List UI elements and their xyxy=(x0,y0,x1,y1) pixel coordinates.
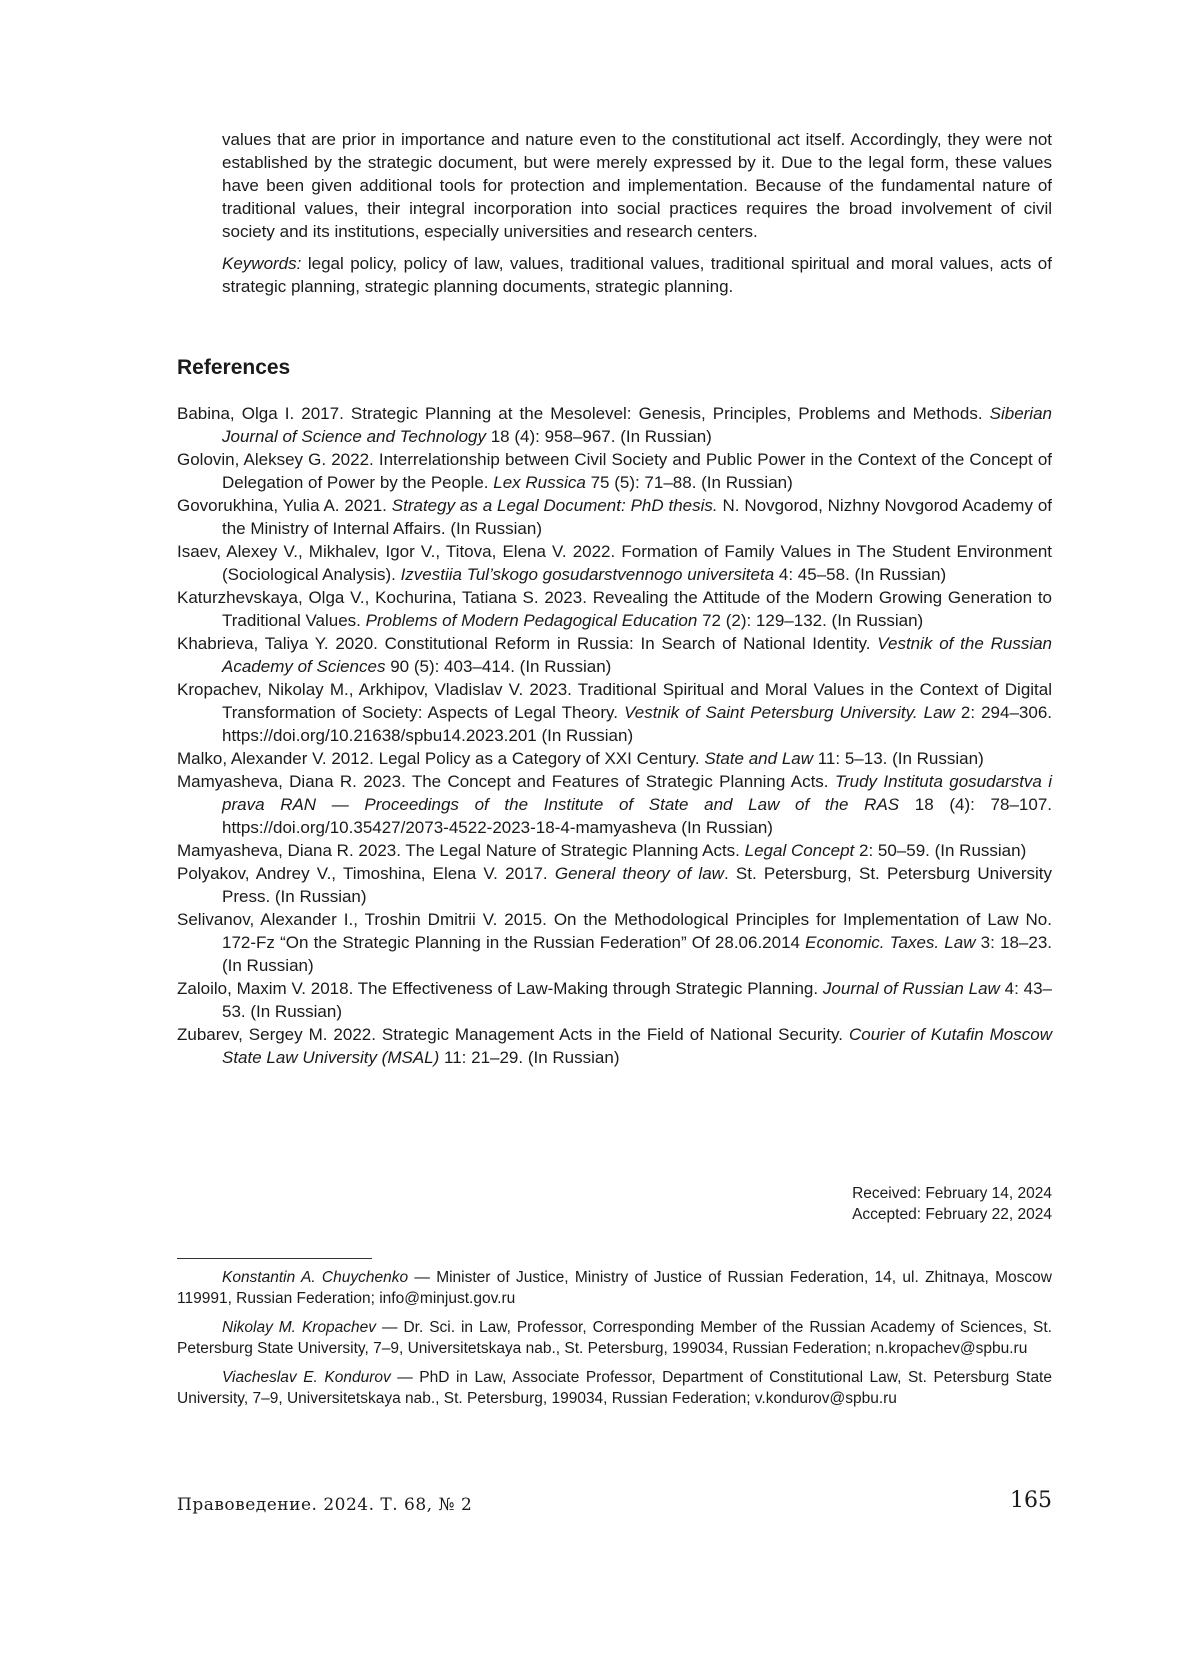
author-name: Nikolay M. Kropachev xyxy=(222,1319,376,1336)
reference-item: Govorukhina, Yulia A. 2021. Strategy as a Legal Document: PhD thesis. N. Novgorod, Nizhny Novgorod Academy of the Ministry of Internal Affairs. (In Russian) xyxy=(177,494,1052,540)
reference-item: Polyakov, Andrey V., Timoshina, Elena V. 2017. General theory of law. St. Petersburg, St. Petersburg University Press. (In Russian) xyxy=(177,862,1052,908)
reference-item: Golovin, Aleksey G. 2022. Interrelationship between Civil Society and Public Power in the Context of the Concept of Delegation of Power by the People. Lex Russica 75 (5): 71–88. (In Russian) xyxy=(177,448,1052,494)
author-name: Viacheslav E. Kondurov xyxy=(222,1369,391,1386)
received-date: Received: February 14, 2024 xyxy=(852,1183,1052,1204)
author-info: — Minister of Justice, Ministry of Justice of Russian Federation, 14, ul. Zhitnaya, Moscow 119991, Russian Federation; info@minjust.gov.ru xyxy=(177,1269,1052,1307)
author-info: — Dr. Sci. in Law, Professor, Corresponding Member of the Russian Academy of Sciences, St. Petersburg State University, 7–9, Universitetskaya nab., St. Petersburg, 199034, Russian Federation; n.kropachev@spbu.ru xyxy=(177,1319,1052,1357)
references-heading: References xyxy=(177,356,290,380)
accepted-date: Accepted: February 22, 2024 xyxy=(852,1204,1052,1225)
reference-item: Zaloilo, Maxim V. 2018. The Effectiveness of Law-Making through Strategic Planning. Journal of Russian Law 4: 43–53. (In Russian) xyxy=(177,977,1052,1023)
reference-item: Zubarev, Sergey M. 2022. Strategic Management Acts in the Field of National Security. Courier of Kutafin Moscow State Law University (MSAL) 11: 21–29. (In Russian) xyxy=(177,1023,1052,1069)
keywords-label: Keywords: xyxy=(222,254,301,273)
reference-item: Mamyasheva, Diana R. 2023. The Legal Nature of Strategic Planning Acts. Legal Concept 2: 50–59. (In Russian) xyxy=(177,839,1052,862)
reference-item: Malko, Alexander V. 2012. Legal Policy as a Category of XXI Century. State and Law 11: 5–13. (In Russian) xyxy=(177,747,1052,770)
references-list xyxy=(177,402,1052,1069)
reference-item: Katurzhevskaya, Olga V., Kochurina, Tatiana S. 2023. Revealing the Attitude of the Modern Growing Generation to Traditional Values. Problems of Modern Pedagogical Education 72 (2): 129–132. (In Russian) xyxy=(177,586,1052,632)
submission-dates xyxy=(852,1183,1052,1225)
reference-item: Mamyasheva, Diana R. 2023. The Concept and Features of Strategic Planning Acts. Trudy Instituta gosudarstva i prava RAN — Proceedings of the Institute of State and Law of the RAS 18 (4): 78–107. https://doi.org/10.35427/2073-4522-2023-18-4-mamyasheva (In Russian) xyxy=(177,770,1052,839)
author-name: Konstantin A. Chuychenko xyxy=(222,1269,408,1286)
footnote-divider xyxy=(177,1258,372,1259)
author-note xyxy=(177,1267,1052,1309)
reference-item: Kropachev, Nikolay M., Arkhipov, Vladislav V. 2023. Traditional Spiritual and Moral Values in the Context of Digital Transformation of Society: Aspects of Legal Theory. Vestnik of Saint Petersburg University. Law 2: 294–306. https://doi.org/10.21638/spbu14.2023.201 (In Russian) xyxy=(177,678,1052,747)
reference-item: Isaev, Alexey V., Mikhalev, Igor V., Titova, Elena V. 2022. Formation of Family Values in The Student Environment (Sociological Analysis). Izvestiia Tul’skogo gosudarstvennogo universiteta 4: 45–58. (In Russian) xyxy=(177,540,1052,586)
keywords-text: legal policy, policy of law, values, traditional values, traditional spiritual and moral values, acts of strategic planning, strategic planning documents, strategic planning. xyxy=(222,254,1052,296)
journal-citation: Правоведение. 2024. Т. 68, № 2 xyxy=(177,1495,472,1515)
page-number: 165 xyxy=(1010,1488,1052,1513)
page xyxy=(0,0,1200,1655)
author-notes xyxy=(177,1267,1052,1417)
abstract xyxy=(222,128,1052,307)
reference-item: Babina, Olga I. 2017. Strategic Planning at the Mesolevel: Genesis, Principles, Problems and Methods. Siberian Journal of Science and Technology 18 (4): 958–967. (In Russian) xyxy=(177,402,1052,448)
abstract-text: values that are prior in importance and nature even to the constitutional act itself. Accordingly, they were not established by the strategic document, but were merely expressed by it. Due to the legal form, these values have been given additional tools for protection and implementation. Because of the fundamental nature of traditional values, their integral incorporation into social practices requires the broad involvement of civil society and its institutions, especially universities and research centers. xyxy=(222,128,1052,243)
author-note xyxy=(177,1317,1052,1359)
reference-item: Khabrieva, Taliya Y. 2020. Constitutional Reform in Russia: In Search of National Identity. Vestnik of the Russian Academy of Sciences 90 (5): 403–414. (In Russian) xyxy=(177,632,1052,678)
reference-item: Selivanov, Alexander I., Troshin Dmitrii V. 2015. On the Methodological Principles for Implementation of Law No. 172-Fz “On the Strategic Planning in the Russian Federation” Of 28.06.2014 Economic. Taxes. Law 3: 18–23. (In Russian) xyxy=(177,908,1052,977)
author-info: — PhD in Law, Associate Professor, Department of Constitutional Law, St. Petersburg State University, 7–9, Universitetskaya nab., St. Petersburg, 199034, Russian Federation; v.kondurov@spbu.ru xyxy=(177,1369,1052,1407)
author-note xyxy=(177,1367,1052,1409)
keywords xyxy=(222,252,1052,298)
